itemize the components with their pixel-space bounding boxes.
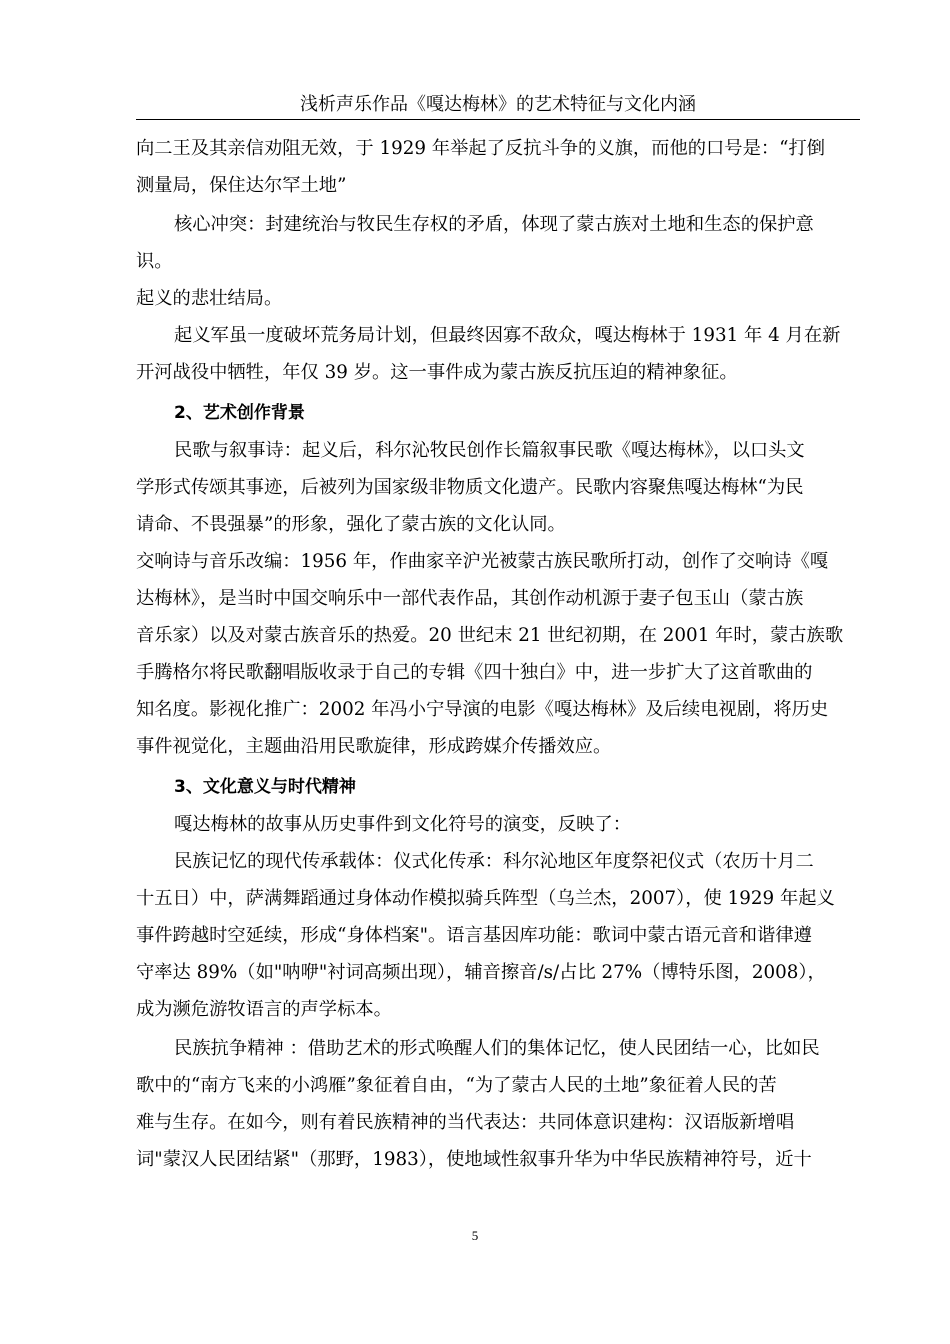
text-line: 词"蒙汉人民团结紧"（那野，1983），使地域性叙事升华为中华民族精神符号，近十 [136, 1149, 812, 1170]
paragraph [136, 280, 860, 317]
paragraph [136, 543, 860, 765]
text-line: 开河战役中牺牲，年仅 39 岁。这一事件成为蒙古族反抗压迫的精神象征。 [136, 362, 738, 383]
text-line: 事件跨越时空延续，形成“身体档案"。语言基因库功能：歌词中蒙古语元音和谐律遵 [136, 925, 812, 946]
paragraph [136, 130, 860, 204]
paragraph [136, 317, 860, 391]
section-heading: 3、文化意义与时代精神 [174, 777, 356, 797]
text-line: 民歌与叙事诗：起义后，科尔沁牧民创作长篇叙事民歌《嘎达梅林》，以口头文 [174, 440, 805, 461]
text-line: 请命、不畏强暴”的形象，强化了蒙古族的文化认同。 [136, 514, 566, 535]
text-line: 知名度。影视化推广：2002 年冯小宁导演的电影《嘎达梅林》及后续电视剧，将历史 [136, 699, 829, 720]
text-line: 向二王及其亲信劝阻无效，于 1929 年举起了反抗斗争的义旗，而他的口号是：“打倒 [136, 138, 826, 159]
text-line: 民族记忆的现代传承载体：仪式化传承：科尔沁地区年度祭祀仪式（农历十月二 [174, 851, 814, 872]
text-line: 事件视觉化，主题曲沿用民歌旋律，形成跨媒介传播效应。 [136, 736, 612, 757]
text-line: 音乐家）以及对蒙古族音乐的热爱。20 世纪末 21 世纪初期，在 2001 年时，蒙古族歌 [136, 625, 844, 646]
text-line: 歌中的“南方飞来的小鸿雁”象征着自由，“为了蒙古人民的土地”象征着人民的苦 [136, 1075, 777, 1096]
paragraph [136, 843, 860, 1028]
text-line: 十五日）中，萨满舞蹈通过身体动作模拟骑兵阵型（乌兰杰，2007），使 1929 年起义 [136, 888, 835, 909]
text-line: 起义军虽一度破坏荒务局计划，但最终因寡不敌众，嘎达梅林于 1931 年 4 月在新 [174, 325, 841, 346]
header-rule [136, 119, 860, 120]
text-line: 测量局，保住达尔罕土地” [136, 175, 347, 196]
document-body [136, 130, 860, 1178]
paragraph [136, 1030, 860, 1178]
text-line: 核心冲突：封建统治与牧民生存权的矛盾，体现了蒙古族对土地和生态的保护意 [174, 214, 814, 235]
text-line: 守率达 89%（如"呐咿"衬词高频出现），辅音擦音/s/占比 27%（博特乐图，2008）， [136, 962, 826, 983]
section-heading: 2、艺术创作背景 [174, 403, 305, 423]
running-header: 浅析声乐作品《嘎达梅林》的艺术特征与文化内涵 [300, 94, 696, 115]
text-line: 起义的悲壮结局。 [136, 288, 283, 309]
paragraph [136, 432, 860, 543]
paragraph [136, 206, 860, 280]
text-line: 嘎达梅林的故事从历史事件到文化符号的演变，反映了： [174, 814, 632, 835]
text-line: 成为濒危游牧语言的声学标本。 [136, 999, 392, 1020]
text-line: 学形式传颂其事迹，后被列为国家级非物质文化遗产。民歌内容聚焦嘎达梅林“为民 [136, 477, 804, 498]
text-line: 民族抗争精神 ：借助艺术的形式唤醒人们的集体记忆，使人民团结一心，比如民 [174, 1038, 820, 1059]
text-line: 达梅林》，是当时中国交响乐中一部代表作品，其创作动机源于妻子包玉山（蒙古族 [136, 588, 804, 609]
paragraph [136, 806, 860, 843]
text-line: 交响诗与音乐改编：1956 年，作曲家辛沪光被蒙古族民歌所打动，创作了交响诗《嘎 [136, 551, 829, 572]
page-number: 5 [471, 1228, 479, 1243]
text-line: 手腾格尔将民歌翻唱版收录于自己的专辑《四十独白》中，进一步扩大了这首歌曲的 [136, 662, 813, 683]
text-line: 难与生存。在如今，则有着民族精神的当代表达：共同体意识建构：汉语版新增唱 [136, 1112, 795, 1133]
text-line: 识。 [136, 251, 173, 272]
